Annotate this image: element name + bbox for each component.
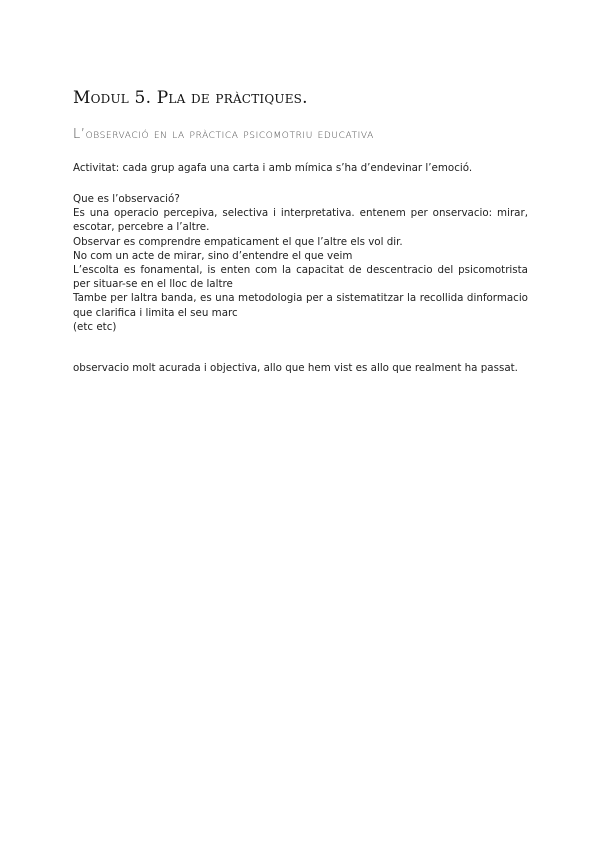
- observation-notes: [73, 192, 528, 334]
- empathy-line: Observar es comprendre empaticament el que l’altre els vol dir.: [73, 235, 403, 248]
- understanding-line: No com un acte de mirar, sino d’entendre el que veim: [73, 249, 353, 262]
- section-subtitle: L’observació en la pràctica psicomotriu educativa: [73, 127, 374, 142]
- definition-paragraph: Es una operacio percepiva, selectiva i interpretativa. entenem per onservacio: mirar, escotar, percebre a l’altre.: [73, 207, 528, 234]
- methodology-paragraph: Tambe per laltra banda, es una metodologia per a sistematitzar la recollida dinformacio que clarifica i limita el seu marc: [73, 292, 528, 319]
- question-line: Que es l’observació?: [73, 193, 180, 205]
- page-title: Modul 5. Pla de pràctiques.: [73, 88, 308, 108]
- etc-line: (etc etc): [73, 320, 117, 333]
- closing-paragraph: observacio molt acurada i objectiva, allo que hem vist es allo que realment ha passat.: [73, 362, 518, 374]
- listening-paragraph: L’escolta es fonamental, is enten com la capacitat de descentracio del psicomotrista per situar-se en el lloc de laltre: [73, 264, 528, 291]
- activity-paragraph: Activitat: cada grup agafa una carta i amb mímica s’ha d’endevinar l’emoció.: [73, 162, 473, 174]
